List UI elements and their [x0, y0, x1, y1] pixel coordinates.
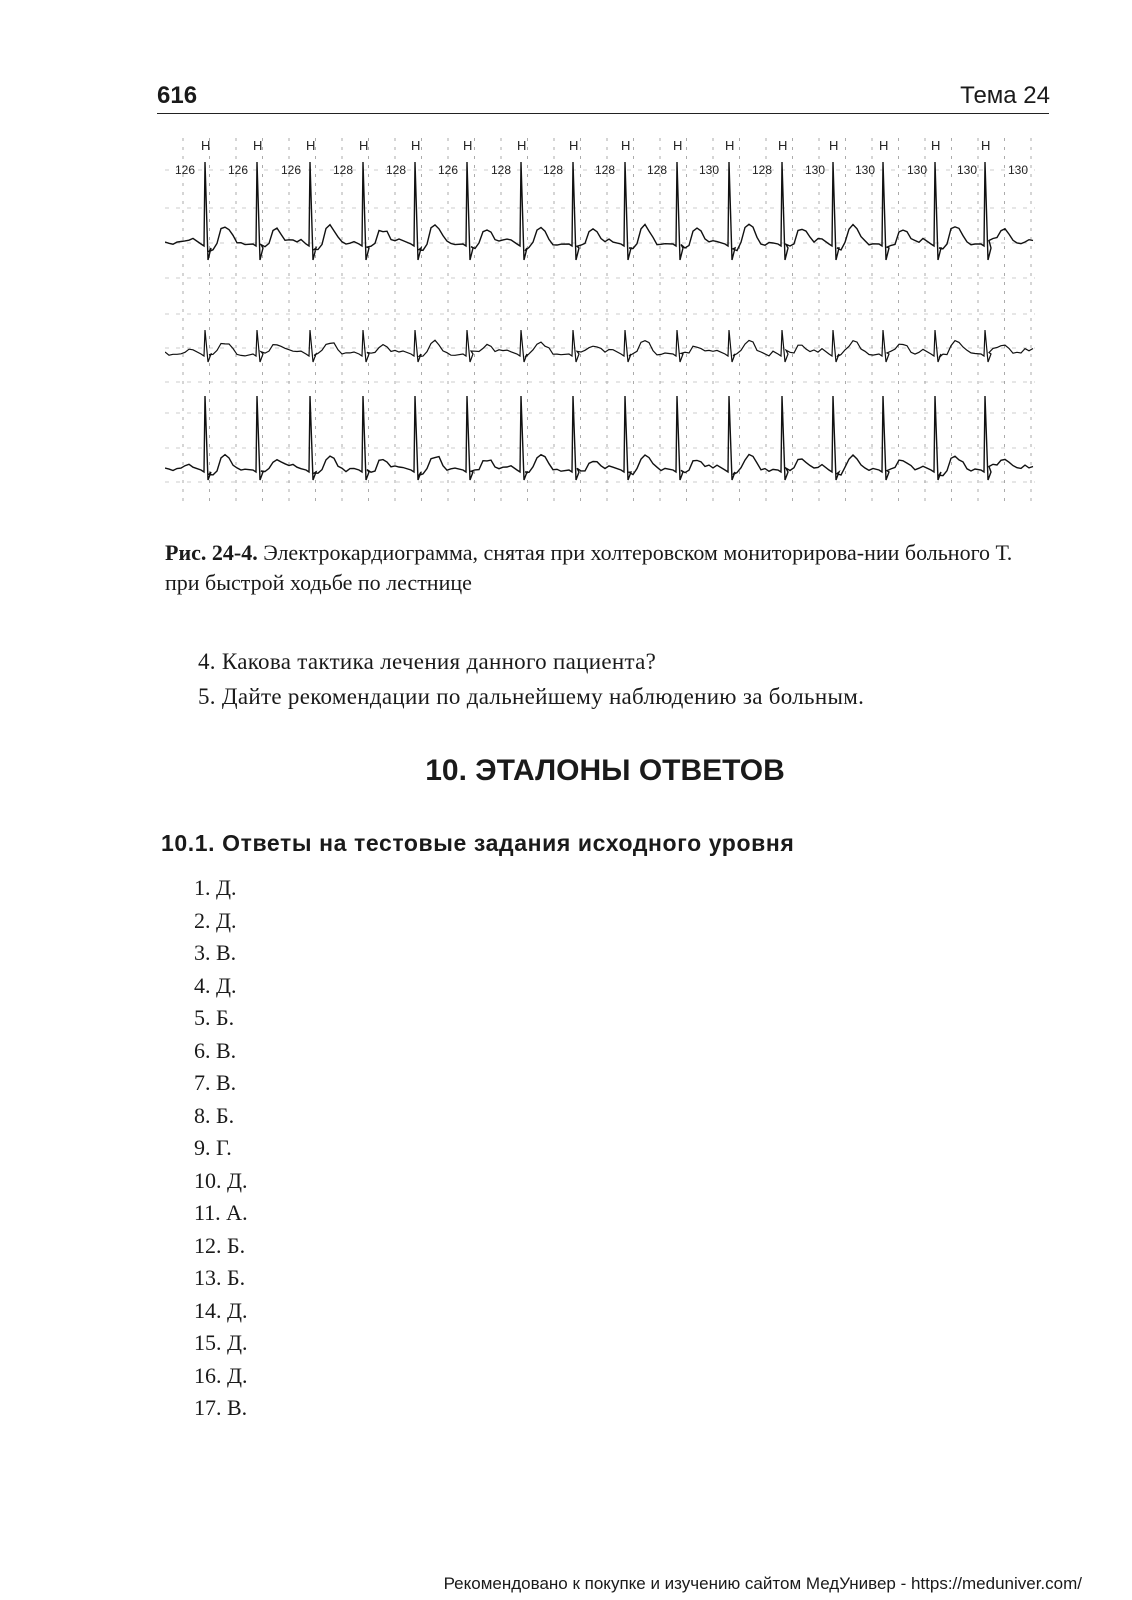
beat-marker: H [778, 138, 788, 153]
beat-marker: H [621, 138, 631, 153]
answer-item: 17. В. [194, 1395, 248, 1420]
answer-item: 7. В. [194, 1070, 237, 1095]
beat-marker: H [517, 138, 527, 153]
beat-marker: H [306, 138, 316, 153]
rr-label: 130 [699, 163, 720, 177]
answer-item: 8. Б. [194, 1102, 235, 1128]
question-list [198, 644, 864, 714]
answer-item: 3. В. [194, 940, 237, 965]
answer-item: 14. Д. [194, 1297, 248, 1323]
ecg-figure [165, 130, 1035, 510]
rr-label: 130 [907, 163, 928, 177]
beat-marker: H [201, 138, 211, 153]
beat-marker: H [253, 138, 263, 153]
answer-item: 11. А. [194, 1200, 248, 1225]
caption-label: Рис. 24-4. [165, 540, 258, 565]
rr-label: 126 [228, 163, 249, 177]
beat-marker: H [981, 138, 991, 153]
answer-item: 15. Д. [194, 1330, 248, 1355]
rr-label: 126 [175, 163, 196, 177]
footer-note: Рекомендовано к покупке и изучению сайтом МедУнивер - https://meduniver.com/ [443, 1574, 1082, 1593]
figure-caption [165, 538, 1045, 598]
answer-list [194, 872, 248, 1425]
rr-label: 128 [647, 163, 668, 177]
question-item: 4. Какова тактика лечения данного пациента? [198, 649, 657, 674]
answer-item: 10. Д. [194, 1167, 248, 1193]
answer-item: 5. Б. [194, 1005, 235, 1030]
beat-marker: H [569, 138, 579, 153]
answer-item: 1. Д. [194, 875, 237, 900]
rr-label: 128 [752, 163, 773, 177]
rr-label: 128 [491, 163, 512, 177]
beat-marker: H [359, 138, 369, 153]
answer-item: 9. Г. [194, 1135, 232, 1160]
rr-label: 128 [543, 163, 564, 177]
beat-marker: H [931, 138, 941, 153]
caption-text: Электрокардиограмма, снятая при холтеровском мониторирова-нии больного Т. при быстрой ходьбе по лестнице [165, 540, 1013, 595]
rr-label: 130 [805, 163, 826, 177]
running-head: Тема 24 [960, 82, 1050, 109]
beat-marker: H [879, 138, 889, 153]
answer-item: 13. Б. [194, 1265, 246, 1290]
rr-label: 130 [957, 163, 978, 177]
rr-label: 128 [595, 163, 616, 177]
answer-item: 2. Д. [194, 907, 237, 933]
header-rule [157, 113, 1049, 114]
rr-label: 128 [386, 163, 407, 177]
beat-marker: H [829, 138, 839, 153]
beat-marker: H [725, 138, 735, 153]
ecg-lead-3 [165, 396, 1033, 480]
ecg-grid [165, 138, 1035, 502]
ecg-lead-2 [165, 330, 1033, 362]
answer-item: 12. Б. [194, 1232, 246, 1258]
answer-item: 16. Д. [194, 1362, 248, 1388]
question-item: 5. Дайте рекомендации по дальнейшему наблюдению за больным. [198, 684, 865, 709]
rr-label: 126 [438, 163, 459, 177]
rr-label: 130 [1008, 163, 1029, 177]
subsection-title: 10.1. Ответы на тестовые задания исходного уровня [161, 830, 795, 856]
answer-item: 6. В. [194, 1037, 237, 1063]
rr-label: 130 [855, 163, 876, 177]
rr-label: 128 [333, 163, 354, 177]
ecg-traces [165, 162, 1033, 480]
ecg-labels [175, 138, 1028, 177]
rr-label: 126 [281, 163, 302, 177]
beat-marker: H [411, 138, 421, 153]
beat-marker: H [463, 138, 473, 153]
section-title: 10. ЭТАЛОНЫ ОТВЕТОВ [425, 754, 785, 787]
page-number: 616 [157, 82, 198, 109]
beat-marker: H [673, 138, 683, 153]
answer-item: 4. Д. [194, 972, 237, 998]
